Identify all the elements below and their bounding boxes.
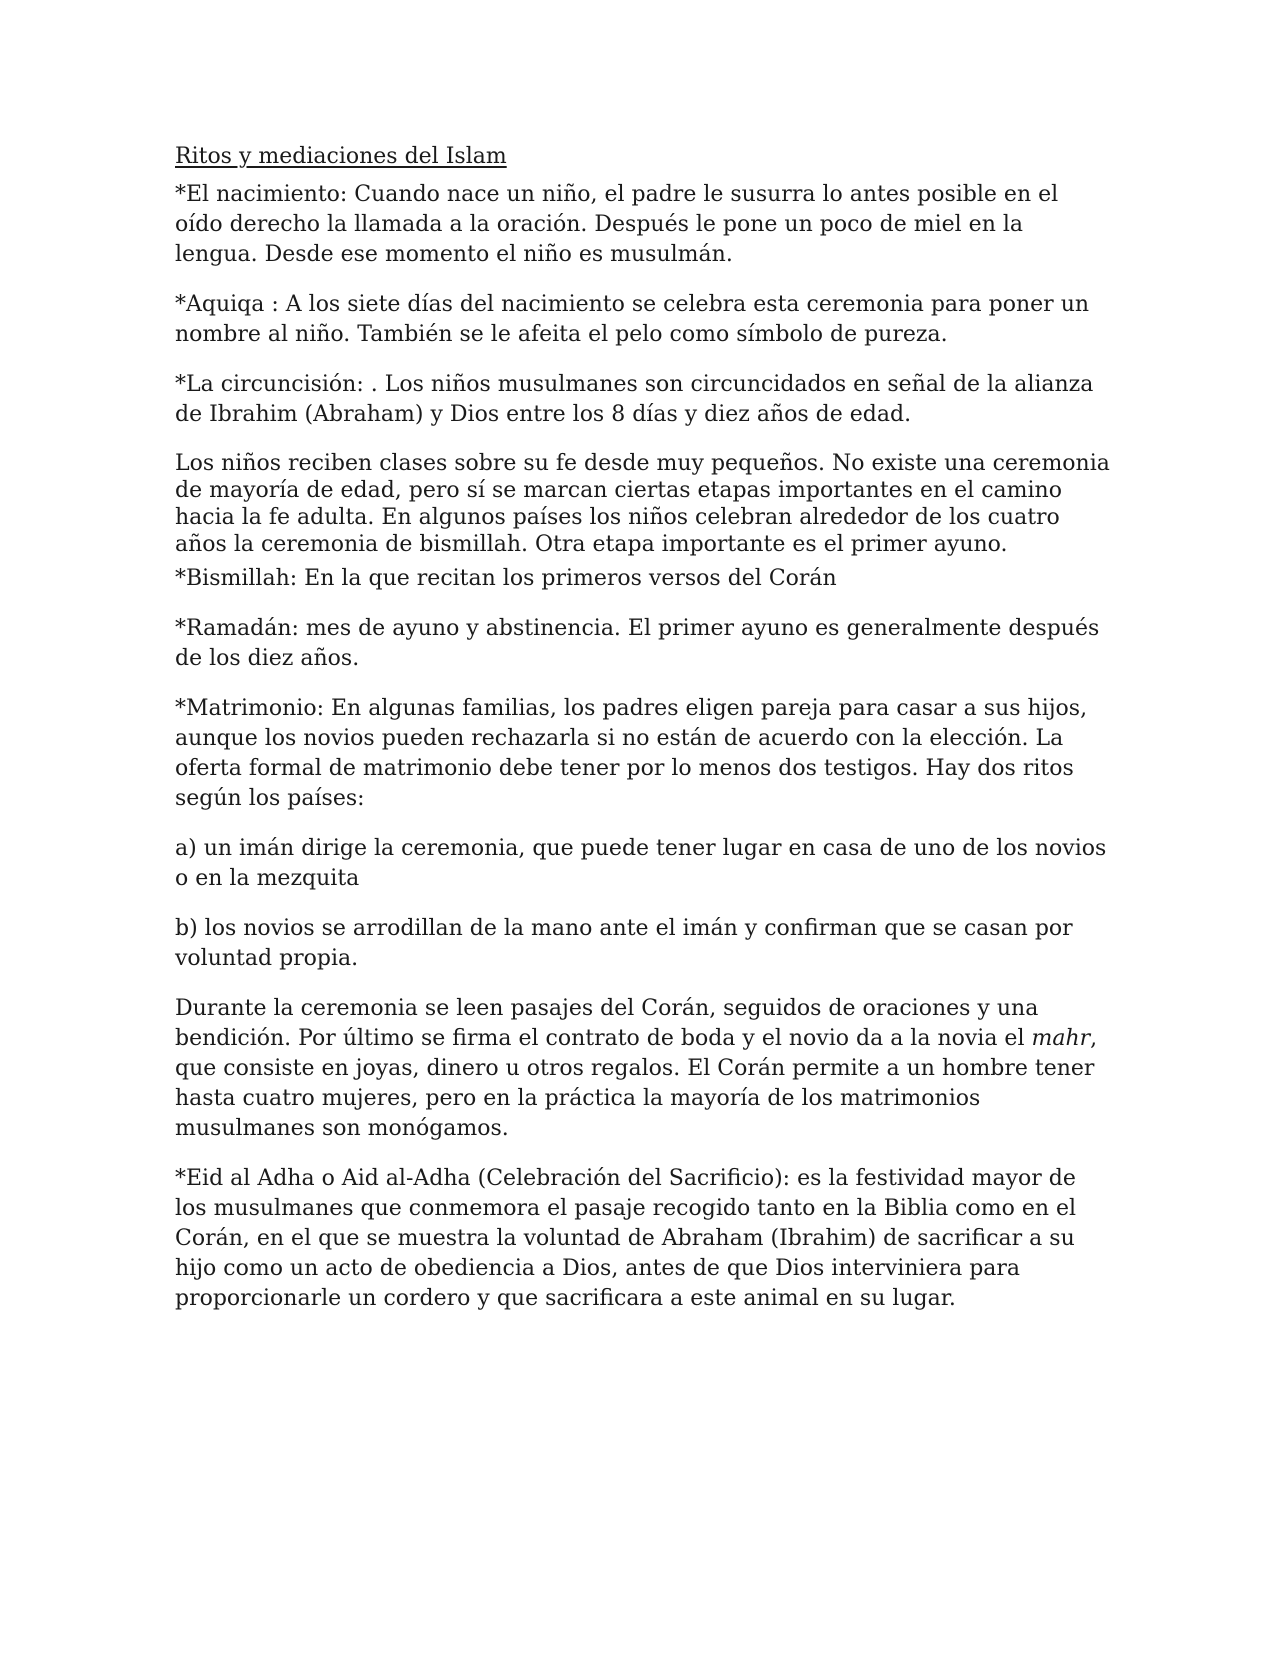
paragraph-ramadan: *Ramadán: mes de ayuno y abstinencia. El primer ayuno es generalmente después de los diez años.: [175, 616, 1100, 671]
paragraph-matrimonio: *Matrimonio: En algunas familias, los padres eligen pareja para casar a sus hijos, aunque los novios pueden rechazarla si no están de acuerdo con la elección. La oferta formal de matrimonio debe tener por lo menos dos testigos. Hay dos ritos según los países:: [175, 696, 1088, 811]
paragraph-ceremonia: [175, 994, 1110, 1144]
paragraph-clases: Los niños reciben clases sobre su fe desde muy pequeños. No existe una ceremonia de mayoría de edad, pero sí se marcan ciertas etapas importantes en el camino hacia la fe adulta. En algunos países los niños celebran alrededor de los cuatro años la ceremonia de bismillah. Otra etapa importante es el primer ayuno.: [175, 451, 1110, 557]
paragraph-aquiqa: *Aquiqa : A los siete días del nacimiento se celebra esta ceremonia para poner un nombre al niño. También se le afeita el pelo como símbolo de pureza.: [175, 292, 1090, 347]
mahr-term: mahr: [1031, 1026, 1091, 1051]
paragraph-nacimiento: *El nacimiento: Cuando nace un niño, el padre le susurra lo antes posible en el oído derecho la llamada a la oración. Después le pone un poco de miel en la lengua. Desde ese momento el niño es musulmán.: [175, 182, 1059, 267]
paragraph-bismillah: *Bismillah: En la que recitan los primeros versos del Corán: [175, 566, 837, 591]
document-title: Ritos y mediaciones del Islam: [175, 144, 507, 169]
paragraph-eid: *Eid al Adha o Aid al-Adha (Celebración del Sacrificio): es la festividad mayor de los musulmanes que conmemora el pasaje recogido tanto en la Biblia como en el Corán, en el que se muestra la voluntad de Abraham (Ibrahim) de sacrificar a su hijo como un acto de obediencia a Dios, antes de que Dios interviniera para proporcionarle un cordero y que sacrificara a este animal en su lugar.: [175, 1166, 1077, 1311]
ceremonia-text-pre: Durante la ceremonia se leen pasajes del Corán, seguidos de oraciones y una bendición. Por último se firma el contrato de boda y el novio da a la novia el: [175, 996, 1039, 1051]
ceremonia-text-post: , que consiste en joyas, dinero u otros regalos. El Corán permite a un hombre tener hasta cuatro mujeres, pero en la práctica la mayoría de los matrimonios musulmanes son monógamos.: [175, 1026, 1098, 1141]
paragraph-rito-a: a) un imán dirige la ceremonia, que puede tener lugar en casa de uno de los novios o en la mezquita: [175, 836, 1107, 891]
paragraph-rito-b: b) los novios se arrodillan de la mano ante el imán y confirman que se casan por voluntad propia.: [175, 916, 1073, 971]
paragraph-circuncision: *La circuncisión: . Los niños musulmanes son circuncidados en señal de la alianza de Ibrahim (Abraham) y Dios entre los 8 días y diez años de edad.: [175, 372, 1094, 427]
